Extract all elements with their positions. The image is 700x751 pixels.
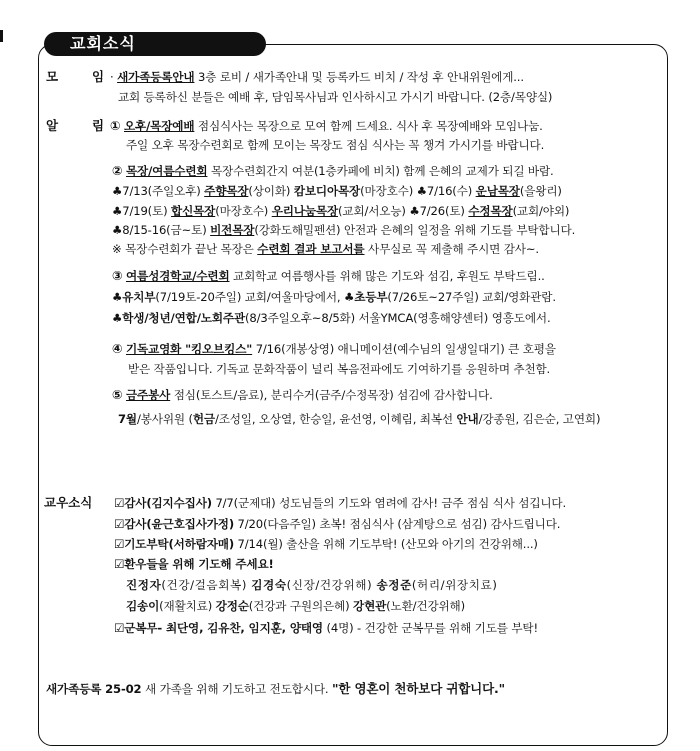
notice-4-title: 기독교영화 "킹오브킹스" [125, 342, 253, 356]
notice-2-line-5 [112, 240, 539, 258]
notice-3-text-1: 교회학교 여름행사를 위해 많은 기도와 섬김, 후원도 부탁드림.. [229, 269, 545, 283]
patient-name: 송정준 [376, 578, 412, 592]
page-title: 교회소식 [70, 34, 136, 53]
label-mo: 모 [46, 69, 59, 84]
patient-detail: (허리/위장치료) [411, 578, 498, 592]
corner-mark [0, 30, 3, 42]
label-im: 임 [92, 69, 105, 84]
schedule-date: 7/26(토) [419, 204, 469, 218]
patient-detail: (신장/건강위해) [286, 578, 377, 592]
label-kyouso: 교우소식 [44, 495, 93, 510]
notice-5-number: ⑤ [112, 387, 123, 402]
members-line-5 [114, 619, 538, 637]
group-place: (을왕리) [519, 184, 562, 198]
club-icon: ♣ [343, 290, 355, 304]
new-family-line [46, 680, 505, 698]
meeting-text-1: 3층 로비 / 새가족안내 및 등록카드 비치 / 작성 후 안내위원에게... [194, 70, 524, 84]
member-news-title: 기도부탁(서하람자매) [124, 537, 234, 551]
meeting-line-2: 교회 등록하신 분들은 예배 후, 담임목사님과 인사하시고 가시기 바랍니다. (2층/목양실) [118, 90, 553, 104]
notice-3-line-1 [112, 267, 545, 285]
patient-detail: (건강과 구원의은혜) [248, 599, 354, 613]
group-place: (마장호수) [360, 184, 417, 198]
check-icon: ☑ [114, 496, 125, 510]
club-icon: ♣ [409, 204, 420, 218]
dept-name: 초등부 [354, 290, 388, 304]
meeting-title: 새가족등록안내 [117, 70, 195, 84]
volunteer-month: 7월 [118, 412, 137, 426]
notice-2-number: ② [112, 163, 123, 178]
notice-1-line-2: 주일 오후 목장수련회로 함께 모이는 목장도 점심 식사는 꼭 챙겨 가시기를 바랍니다. [126, 138, 545, 152]
patients-line-2 [126, 597, 465, 615]
member-news-text: 7/14(월) 출산을 위해 기도부탁! (산모와 아기의 건강위해...) [234, 537, 538, 551]
patient-detail: (건강/걸음회복) [161, 578, 252, 592]
group-name: 수정목장 [468, 204, 513, 218]
group-place: (교회/서오능) [338, 204, 410, 218]
group-name: 비전목장 [210, 223, 255, 237]
new-family-quote: "한 영혼이 천하보다 귀합니다." [331, 681, 505, 696]
members-line-4 [114, 555, 274, 573]
member-news-text: (4명) - 건강한 군복무를 위해 기도를 부탁! [322, 621, 538, 635]
meeting-line-1 [110, 68, 524, 86]
patient-detail: (재활치료) [159, 599, 216, 613]
club-icon: ♣ [112, 290, 123, 304]
notice-1-text-1: 점심식사는 목장으로 모여 함께 드세요. 식사 후 목장예배와 모임나눔. [194, 119, 543, 133]
members-line-2 [114, 515, 560, 533]
notice-5-line-1 [112, 386, 493, 404]
member-news-title: 군복무- 최단영, 김유찬, 임지훈, 양태영 [124, 621, 323, 635]
schedule-date: 7/13(주일오후) [122, 184, 205, 198]
group-name: 우리나눔목장 [271, 204, 339, 218]
member-news-title: 감사(김지수집사) [124, 496, 212, 510]
group-name: 캄보디아목장 [293, 184, 361, 198]
new-family-label: 새가족등록 25-02 [46, 682, 142, 696]
group-place: (마장호수) [215, 204, 272, 218]
members-line-1 [114, 494, 566, 512]
club-icon: ♣ [416, 184, 427, 198]
volunteer-text: /강종원, 김은순, 고연희) [478, 412, 601, 426]
notice-4-line-2: 받은 작품입니다. 기독교 문화작품이 널리 복음전파에도 기여하기를 응원하며 추천함. [128, 362, 551, 376]
notice-2-line-4 [112, 221, 575, 239]
dept-detail: (8/3주일오후~8/5화) 서울YMCA(영흥해양센터) 영흥도에서. [245, 311, 551, 325]
bullet-dot: · [110, 70, 114, 84]
notice-3-line-2 [112, 288, 556, 306]
club-icon: ♣ [112, 184, 123, 198]
club-icon: ♣ [112, 204, 123, 218]
group-place: (강화도해밀펜션) 안전과 은혜의 일정을 위해 기도를 부탁합니다. [254, 223, 576, 237]
group-name: 운남목장 [475, 184, 520, 198]
report-note-text: ※ 목장수련회가 끝난 목장은 [112, 242, 258, 256]
notice-3-line-3 [112, 309, 551, 327]
report-note-text: 사무실로 꼭 제출해 주시면 감사~. [364, 242, 539, 256]
patient-name: 강현관 [353, 599, 387, 613]
patient-name: 김송이 [126, 599, 160, 613]
notice-5-text-1: 점심(토스트/음료), 분리수거(금주/수정목장) 섬김에 감사합니다. [170, 388, 493, 402]
label-rim: 림 [92, 118, 105, 133]
notice-2-title: 목장/여름수련회 [125, 164, 208, 178]
patients-line-1 [126, 576, 497, 594]
group-name: 합신목장 [171, 204, 216, 218]
dept-detail: (7/19토-20주일) 교회/여울마당에서, [155, 290, 344, 304]
patient-name: 진정자 [126, 578, 162, 592]
label-al: 알 [46, 118, 59, 133]
group-place: (상이화) [248, 184, 294, 198]
members-line-3 [114, 535, 538, 553]
schedule-date: 8/15-16(금~토) [122, 223, 211, 237]
member-news-text: 7/20(다음주일) 초복! 점심식사 (삼계탕으로 섬김) 감사드립니다. [234, 517, 561, 531]
member-news-title: 감사(윤근호집사가정) [124, 517, 234, 531]
volunteer-text: /봉사위원 ( [136, 412, 193, 426]
volunteer-text: /조성일, 오상열, 한승일, 윤선영, 이혜림, 최복선 [214, 412, 457, 426]
member-news-title: 환우들을 위해 기도해 주세요! [124, 557, 274, 571]
notice-4-line-1 [112, 340, 556, 358]
dept-detail: (7/26토~27주일) 교회/영화관람. [387, 290, 556, 304]
notice-3-number: ③ [112, 268, 123, 283]
new-family-text: 새 가족을 위해 기도하고 전도합시다. [141, 682, 332, 696]
check-icon: ☑ [114, 517, 125, 531]
check-icon: ☑ [114, 621, 125, 635]
check-icon: ☑ [114, 557, 125, 571]
club-icon: ♣ [112, 223, 123, 237]
group-place: (교회/야외) [512, 204, 570, 218]
schedule-date: 7/16(수) [426, 184, 476, 198]
dept-name: 학생/청년/연합/노회주관 [122, 311, 245, 325]
notice-2-line-3 [112, 202, 569, 220]
group-name: 주향목장 [204, 184, 249, 198]
notice-1-number: ① [110, 118, 121, 133]
report-note-highlight: 수련회 결과 보고서를 [257, 242, 365, 256]
dept-name: 유치부 [122, 290, 156, 304]
notice-5-line-2 [118, 410, 600, 428]
notice-3-title: 여름성경학교/수련회 [125, 269, 230, 283]
patient-name: 김경숙 [251, 578, 287, 592]
notice-5-title: 금주봉사 [125, 388, 171, 402]
volunteer-role: 헌금 [192, 412, 215, 426]
schedule-date: 7/19(토) [122, 204, 172, 218]
volunteer-role: 안내 [456, 412, 479, 426]
patient-detail: (노환/건강위해) [386, 599, 465, 613]
check-icon: ☑ [114, 537, 125, 551]
notice-1-title: 오후/목장예배 [123, 119, 195, 133]
club-icon: ♣ [112, 311, 123, 325]
notice-4-number: ④ [112, 341, 123, 356]
patient-name: 강정순 [215, 599, 249, 613]
notice-2-text-1: 목장수련회간지 여분(1층카페에 비치) 함께 은혜의 교제가 되길 바람. [207, 164, 554, 178]
notice-1-line-1 [110, 117, 543, 135]
notice-2-line-2 [112, 182, 562, 200]
notice-2-line-1 [112, 162, 554, 180]
notice-4-text-1: 7/16(개봉상영) 애니메이션(예수님의 일생일대기) 큰 호평을 [252, 342, 556, 356]
member-news-text: 7/7(군제대) 성도님들의 기도와 염려에 감사! 금주 점심 식사 섬깁니다. [211, 496, 567, 510]
